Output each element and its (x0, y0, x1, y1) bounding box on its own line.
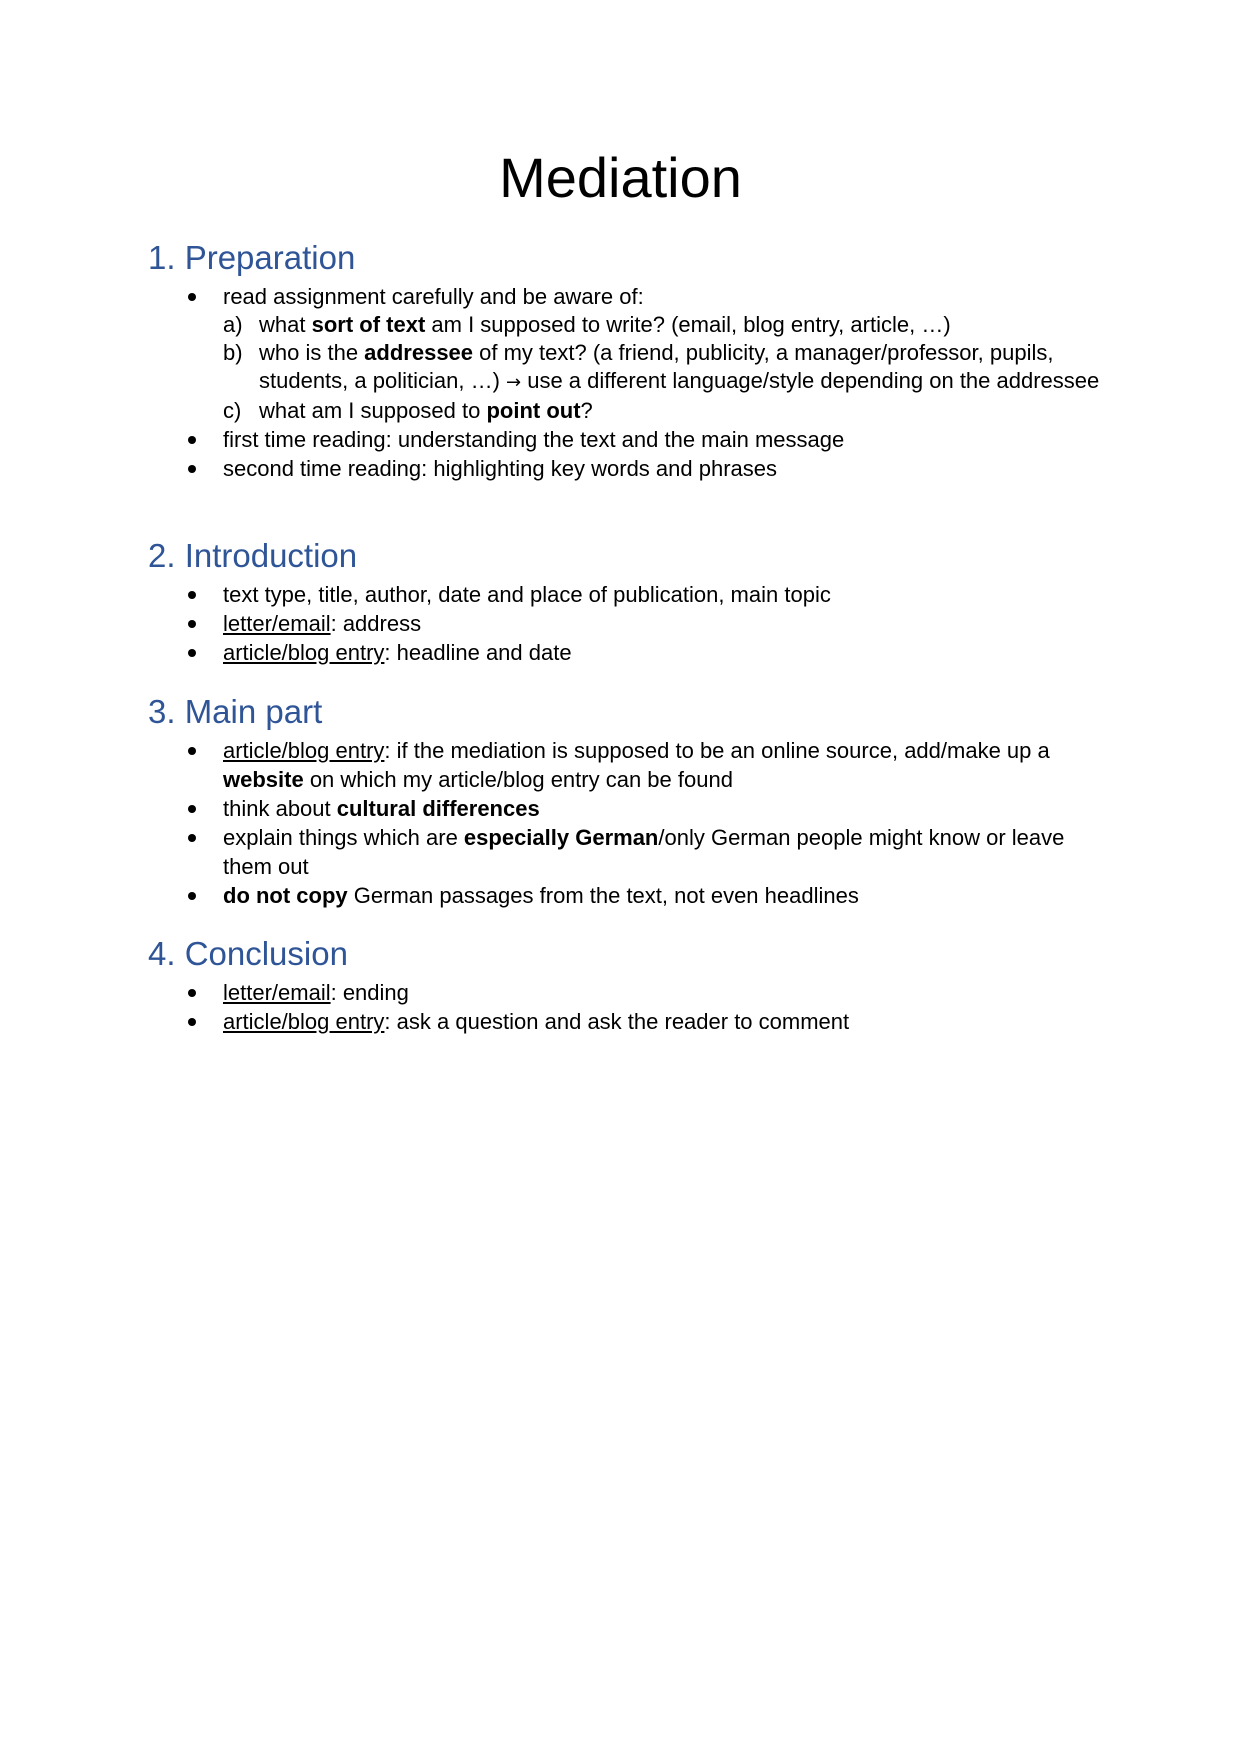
section-introduction (148, 536, 1108, 667)
list-item: article/blog entry: if the mediation is supposed to be an online source, add/make up a website on which my article/blog entry can be found (148, 736, 1108, 794)
bullet-icon (188, 465, 196, 473)
section-heading: 3. Main part (148, 693, 323, 730)
bullet-list (148, 978, 1108, 1036)
bullet-icon (188, 805, 196, 813)
list-item: letter/email: address (148, 609, 1108, 638)
sub-list-item: a) what sort of text am I supposed to write? (email, blog entry, article, …) (223, 312, 951, 337)
bullet-icon (188, 1018, 196, 1026)
list-item: think about cultural differences (148, 794, 1108, 823)
list-item: read assignment carefully and be aware of: (148, 282, 1108, 311)
sub-list-item: b) who is the addressee of my text? (a friend, publicity, a manager/professor, pupils, students, a politician, …) → use a different language/style depending on the addressee (223, 340, 1100, 393)
list-item: letter/email: ending (148, 978, 1108, 1007)
bullet-icon (188, 620, 196, 628)
section-conclusion (148, 934, 1108, 1036)
sub-list-container (148, 311, 1108, 425)
bullet-icon (188, 834, 196, 842)
list-item: article/blog entry: ask a question and ask the reader to comment (148, 1007, 1108, 1036)
section-heading: 2. Introduction (148, 537, 358, 574)
list-item: second time reading: highlighting key words and phrases (148, 454, 1108, 483)
arrow-right-icon: → (506, 372, 522, 393)
bullet-list (148, 580, 1108, 667)
bullet-icon (188, 892, 196, 900)
list-item: text type, title, author, date and place of publication, main topic (148, 580, 1108, 609)
sub-list-item: c) what am I supposed to point out? (223, 398, 593, 423)
page-title: Mediation (499, 146, 742, 209)
bullet-icon (188, 989, 196, 997)
section-heading: 4. Conclusion (148, 935, 348, 972)
list-item: article/blog entry: headline and date (148, 638, 1108, 667)
bullet-icon (188, 436, 196, 444)
list-item: explain things which are especially German/only German people might know or leave them out (148, 823, 1108, 881)
bullet-icon (188, 293, 196, 301)
bullet-icon (188, 591, 196, 599)
bullet-icon (188, 649, 196, 657)
section-main-part (148, 692, 1108, 910)
bullet-list (148, 282, 1108, 483)
bullet-icon (188, 747, 196, 755)
bullet-list (148, 736, 1108, 910)
list-item: first time reading: understanding the text and the main message (148, 425, 1108, 454)
section-preparation (148, 238, 1108, 483)
list-item: do not copy German passages from the text, not even headlines (148, 881, 1108, 910)
sub-list (223, 311, 1108, 425)
section-heading: 1. Preparation (148, 239, 356, 276)
